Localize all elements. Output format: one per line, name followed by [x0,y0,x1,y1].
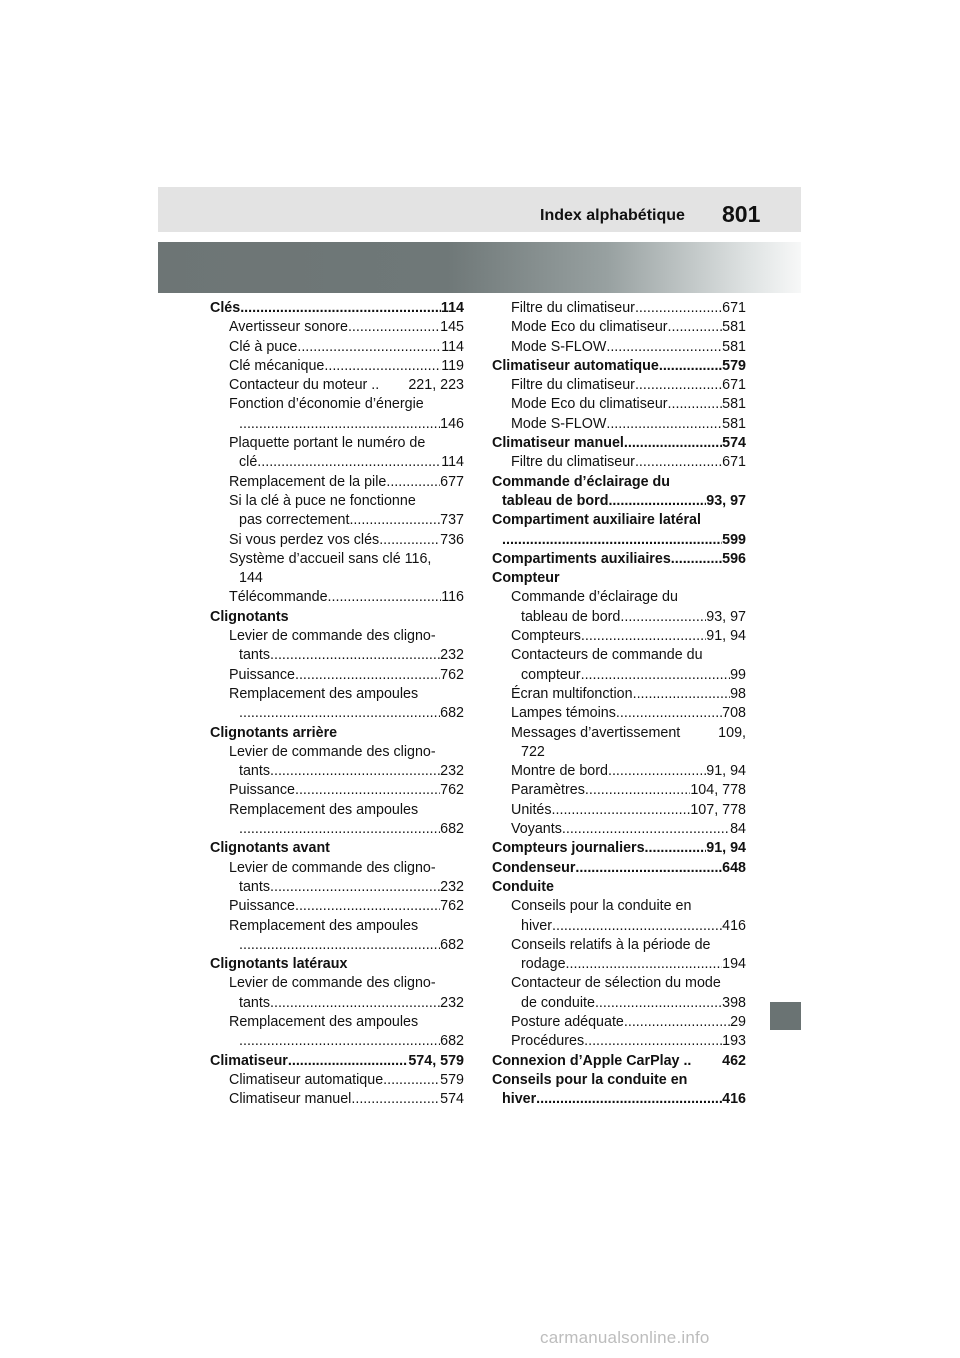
index-entry [210,878,464,897]
index-entry [492,820,746,839]
dot-leader [668,318,723,337]
entry-term: Posture adéquate [511,1013,624,1030]
entry-term: Clés [210,300,241,316]
entry-term: Clé à puce [229,338,298,355]
index-entry [492,608,746,627]
dot-leader [288,1052,408,1071]
entry-term: Climatiseur manuel [492,435,624,452]
entry-page-ref: 682 [440,821,464,838]
entry-term: Filtre du climatiseur [511,377,635,394]
dot-leader [575,859,722,878]
dot-leader [624,1013,730,1032]
dot-leader [552,917,722,936]
header-bar [158,187,801,232]
entry-term: Condenseur [492,859,576,876]
index-entry [492,395,746,414]
dot-leader [240,299,441,318]
index-entry [210,1052,464,1071]
entry-page-ref: 736 [440,531,464,548]
index-entry [210,357,464,376]
entry-page-ref: 109, [718,724,746,741]
dot-leader [386,473,440,492]
dot-leader [257,453,441,472]
entry-page-ref: 114 [441,338,464,355]
index-entry [210,588,464,607]
dot-leader [606,338,722,357]
index-entry [492,1013,746,1032]
index-entry [492,299,746,318]
entry-page-ref: 682 [440,705,464,722]
index-entry [492,434,746,453]
index-line: Conseils relatifs à la période de [511,936,711,953]
entry-term: Connexion d’Apple CarPlay .. [492,1052,692,1069]
entry-page-ref: 93, 97 [706,492,746,509]
dot-leader [270,646,440,665]
entry-page-ref: 232 [440,763,464,780]
index-entry [210,762,464,781]
index-entry [210,1071,464,1090]
entry-page-ref: 193 [722,1033,746,1050]
index-entry [492,994,746,1013]
entry-term: de conduite [521,994,595,1011]
entry-page-ref: 581 [722,415,746,432]
entry-page-ref: 114 [440,300,464,316]
page-number: 801 [722,201,761,227]
entry-term: tants [239,878,270,895]
dot-leader [585,781,690,800]
dot-leader [668,395,723,414]
dot-leader [328,588,442,607]
index-line: Remplacement des ampoules [229,1013,419,1030]
dot-leader [295,666,440,685]
entry-term: Procédures [511,1033,585,1050]
entry-term: Mode Eco du climatiseur [511,396,668,413]
dot-leader [348,318,440,337]
dot-leader [239,936,440,955]
index-entry [210,511,464,530]
entry-page-ref: 91, 94 [706,840,746,857]
entry-term: Puissance [229,898,295,915]
entry-page-ref: 682 [440,1033,464,1050]
entry-term: Contacteur du moteur .. [229,377,380,394]
dot-leader [295,897,440,916]
index-entry [492,762,746,781]
section-thumb-tab [770,1002,801,1030]
entry-page-ref: 574 [440,1091,464,1108]
index-entry [210,897,464,916]
index-entry [492,627,746,646]
dot-leader [608,492,706,511]
watermark: carmanualsonline.info [540,1328,710,1347]
entry-page-ref: 29 [730,1013,746,1030]
index-line: Fonction d’économie d’énergie [229,396,424,413]
entry-page-ref: 648 [722,859,746,876]
entry-term: Écran multifonction [511,685,633,702]
index-line: Remplacement des ampoules [229,685,419,702]
entry-page-ref: 232 [440,994,464,1011]
entry-page-ref: 398 [722,994,746,1011]
entry-page-ref: 232 [440,878,464,895]
dot-leader [635,299,722,318]
index-line: Système d’accueil sans clé 116, [229,550,432,567]
entry-page-ref: 671 [722,377,746,394]
index-entry [492,917,746,936]
index-entry [492,724,746,743]
index-line: 144 [239,570,263,587]
dot-leader [633,685,731,704]
entry-page-ref: 98 [730,685,746,702]
entry-term: tants [239,647,270,664]
dot-leader [351,1090,440,1109]
index-heading: Conseils pour la conduite en [492,1071,688,1088]
index-heading: Clignotants arrière [210,724,338,741]
dot-leader [581,627,706,646]
index-entry [210,936,464,955]
entry-page-ref: 671 [722,300,746,316]
entry-term: Paramètres [511,782,585,799]
index-entry [492,685,746,704]
index-entry [210,781,464,800]
entry-page-ref: 762 [440,782,464,799]
entry-term: Climatiseur automatique [229,1071,384,1088]
entry-term: Unités [511,801,552,818]
entry-page-ref: 581 [722,319,746,336]
entry-page-ref: 107, 778 [690,801,746,818]
index-entry [492,550,746,569]
entry-term: Puissance [229,782,295,799]
entry-term: rodage [521,956,566,973]
dot-leader [270,878,440,897]
entry-page-ref: 581 [722,338,746,355]
dot-leader [324,357,441,376]
index-entry [492,839,746,858]
entry-page-ref: 708 [722,705,746,722]
index-column-left [210,299,464,1109]
entry-term: tants [239,763,270,780]
entry-page-ref: 221, 223 [408,377,464,394]
index-entry [210,338,464,357]
index-line: Si la clé à puce ne fonctionne [229,492,416,509]
index-column-right [492,299,746,1109]
dot-leader [270,994,440,1013]
entry-page-ref: 596 [722,550,746,567]
entry-term: Voyants [511,821,562,838]
index-entry [492,781,746,800]
entry-page-ref: 462 [722,1052,746,1069]
entry-page-ref: 416 [722,917,746,934]
entry-page-ref: 84 [730,821,746,838]
entry-page-ref: 99 [730,666,746,683]
index-entry [210,453,464,472]
entry-term: compteur [521,666,581,683]
entry-page-ref: 104, 778 [690,782,746,799]
entry-term: Avertisseur sonore [229,319,348,336]
index-entry [210,473,464,492]
entry-page-ref: 574, 579 [408,1052,464,1069]
index-entry [210,318,464,337]
dot-leader [584,1032,722,1051]
entry-term: tants [239,994,270,1011]
entry-page-ref: 116 [441,589,464,606]
index-entry [492,666,746,685]
entry-page-ref: 574 [722,435,746,452]
entry-page-ref: 232 [440,647,464,664]
dot-leader [581,666,730,685]
entry-term: tableau de bord [502,492,609,509]
entry-term: Filtre du climatiseur [511,300,635,316]
index-entry [492,1090,746,1109]
index-entry [492,955,746,974]
entry-term: Puissance [229,666,295,683]
dot-leader [659,357,722,376]
dot-leader [620,608,706,627]
entry-page-ref: 91, 94 [706,628,746,645]
entry-page-ref: 579 [440,1071,464,1088]
entry-page-ref: 146 [440,415,464,432]
index-entry [210,704,464,723]
dot-leader [635,453,722,472]
index-heading: Clignotants latéraux [210,956,348,973]
index-entry [210,666,464,685]
entry-page-ref: 737 [440,512,464,529]
dot-leader [239,1032,440,1051]
index-heading: Compteur [492,570,560,587]
entry-term: Climatiseur manuel [229,1091,352,1108]
dot-leader [239,820,440,839]
index-line: Plaquette portant le numéro de [229,435,426,452]
index-line: Contacteur de sélection du mode [511,975,721,992]
index-entry [210,820,464,839]
entry-page-ref: 682 [440,936,464,953]
dot-leader [349,511,440,530]
index-entry [210,415,464,434]
index-entry [492,376,746,395]
entry-term: Remplacement de la pile [229,473,387,490]
index-line: Levier de commande des cligno- [229,628,436,645]
index-entry [492,357,746,376]
index-line: Contacteurs de commande du [511,647,703,664]
index-heading: Compartiment auxiliaire latéral [492,512,701,529]
entry-term: Clé mécanique [229,357,325,374]
entry-term: Filtre du climatiseur [511,454,635,471]
entry-page-ref: 599 [722,531,746,548]
index-heading: Clignotants [210,608,289,625]
index-entry [492,492,746,511]
entry-page-ref: 416 [722,1091,746,1108]
index-entry [492,859,746,878]
entry-term: Mode Eco du climatiseur [511,319,668,336]
index-entry [492,1052,746,1071]
index-line: Conseils pour la conduite en [511,898,692,915]
dot-leader [608,762,706,781]
entry-term: Climatiseur [210,1052,288,1069]
entry-page-ref: 119 [441,357,464,374]
entry-term: Télécommande [229,589,328,606]
dot-leader [295,781,440,800]
entry-term: Compartiments auxiliaires [492,550,671,567]
index-line: Levier de commande des cligno- [229,859,436,876]
entry-term: Lampes témoins [511,705,616,722]
dot-leader [239,415,440,434]
entry-page-ref: 579 [722,357,746,374]
dot-leader [239,704,440,723]
index-entry [210,646,464,665]
entry-page-ref: 145 [440,319,464,336]
index-heading: Commande d’éclairage du [492,473,670,490]
index-heading: Clignotants avant [210,840,330,857]
dot-leader [270,762,440,781]
entry-page-ref: 762 [440,898,464,915]
index-line: Commande d’éclairage du [511,589,678,606]
dot-leader [595,994,722,1013]
entry-page-ref: 671 [722,454,746,471]
dot-leader [635,376,722,395]
index-entry [492,531,746,550]
entry-term: hiver [502,1091,537,1108]
index-entry [492,704,746,723]
index-entry [492,318,746,337]
entry-term: hiver [521,917,552,934]
index-entry [492,1032,746,1051]
decorative-gradient-band [158,242,801,293]
index-entry [210,1032,464,1051]
entry-term: Climatiseur automatique [492,357,659,374]
entry-term: Compteurs [511,628,581,645]
index-line: Levier de commande des cligno- [229,743,436,760]
index-entry [210,1090,464,1109]
index-line: Remplacement des ampoules [229,801,419,818]
dot-leader [297,338,441,357]
entry-page-ref: 93, 97 [706,608,746,625]
entry-page-ref: 114 [441,454,464,471]
dot-leader [562,820,730,839]
dot-leader [624,434,722,453]
dot-leader [566,955,723,974]
entry-term: Compteurs journaliers [492,840,645,857]
index-entry [210,994,464,1013]
index-entry [492,338,746,357]
entry-term: Montre de bord [511,763,608,780]
entry-page-ref: 581 [722,396,746,413]
entry-page-ref: 194 [722,956,746,973]
dot-leader [383,1071,440,1090]
dot-leader [502,531,722,550]
dot-leader [671,550,722,569]
dot-leader [616,704,722,723]
dot-leader [606,415,722,434]
index-line: Remplacement des ampoules [229,917,419,934]
index-entry [210,531,464,550]
entry-term: Mode S-FLOW [511,338,607,355]
index-entry [492,453,746,472]
index-line: Levier de commande des cligno- [229,975,436,992]
dot-leader [552,801,691,820]
entry-page-ref: 91, 94 [706,763,746,780]
index-entry [492,415,746,434]
entry-page-ref: 677 [440,473,464,490]
dot-leader [645,839,707,858]
entry-term: tableau de bord [521,608,621,625]
index-line: 722 [521,743,545,760]
index-heading: Conduite [492,878,554,895]
dot-leader [379,531,440,550]
dot-leader [536,1090,722,1109]
index-entry [492,801,746,820]
entry-term: Messages d’avertissement [511,724,681,741]
index-entry [210,376,464,395]
entry-page-ref: 762 [440,666,464,683]
entry-term: Mode S-FLOW [511,415,607,432]
entry-term: pas correctement [239,512,350,529]
entry-term: Si vous perdez vos clés [229,531,380,548]
section-title: Index alphabétique [540,207,685,224]
entry-term: clé [239,454,258,471]
index-entry [210,299,464,318]
